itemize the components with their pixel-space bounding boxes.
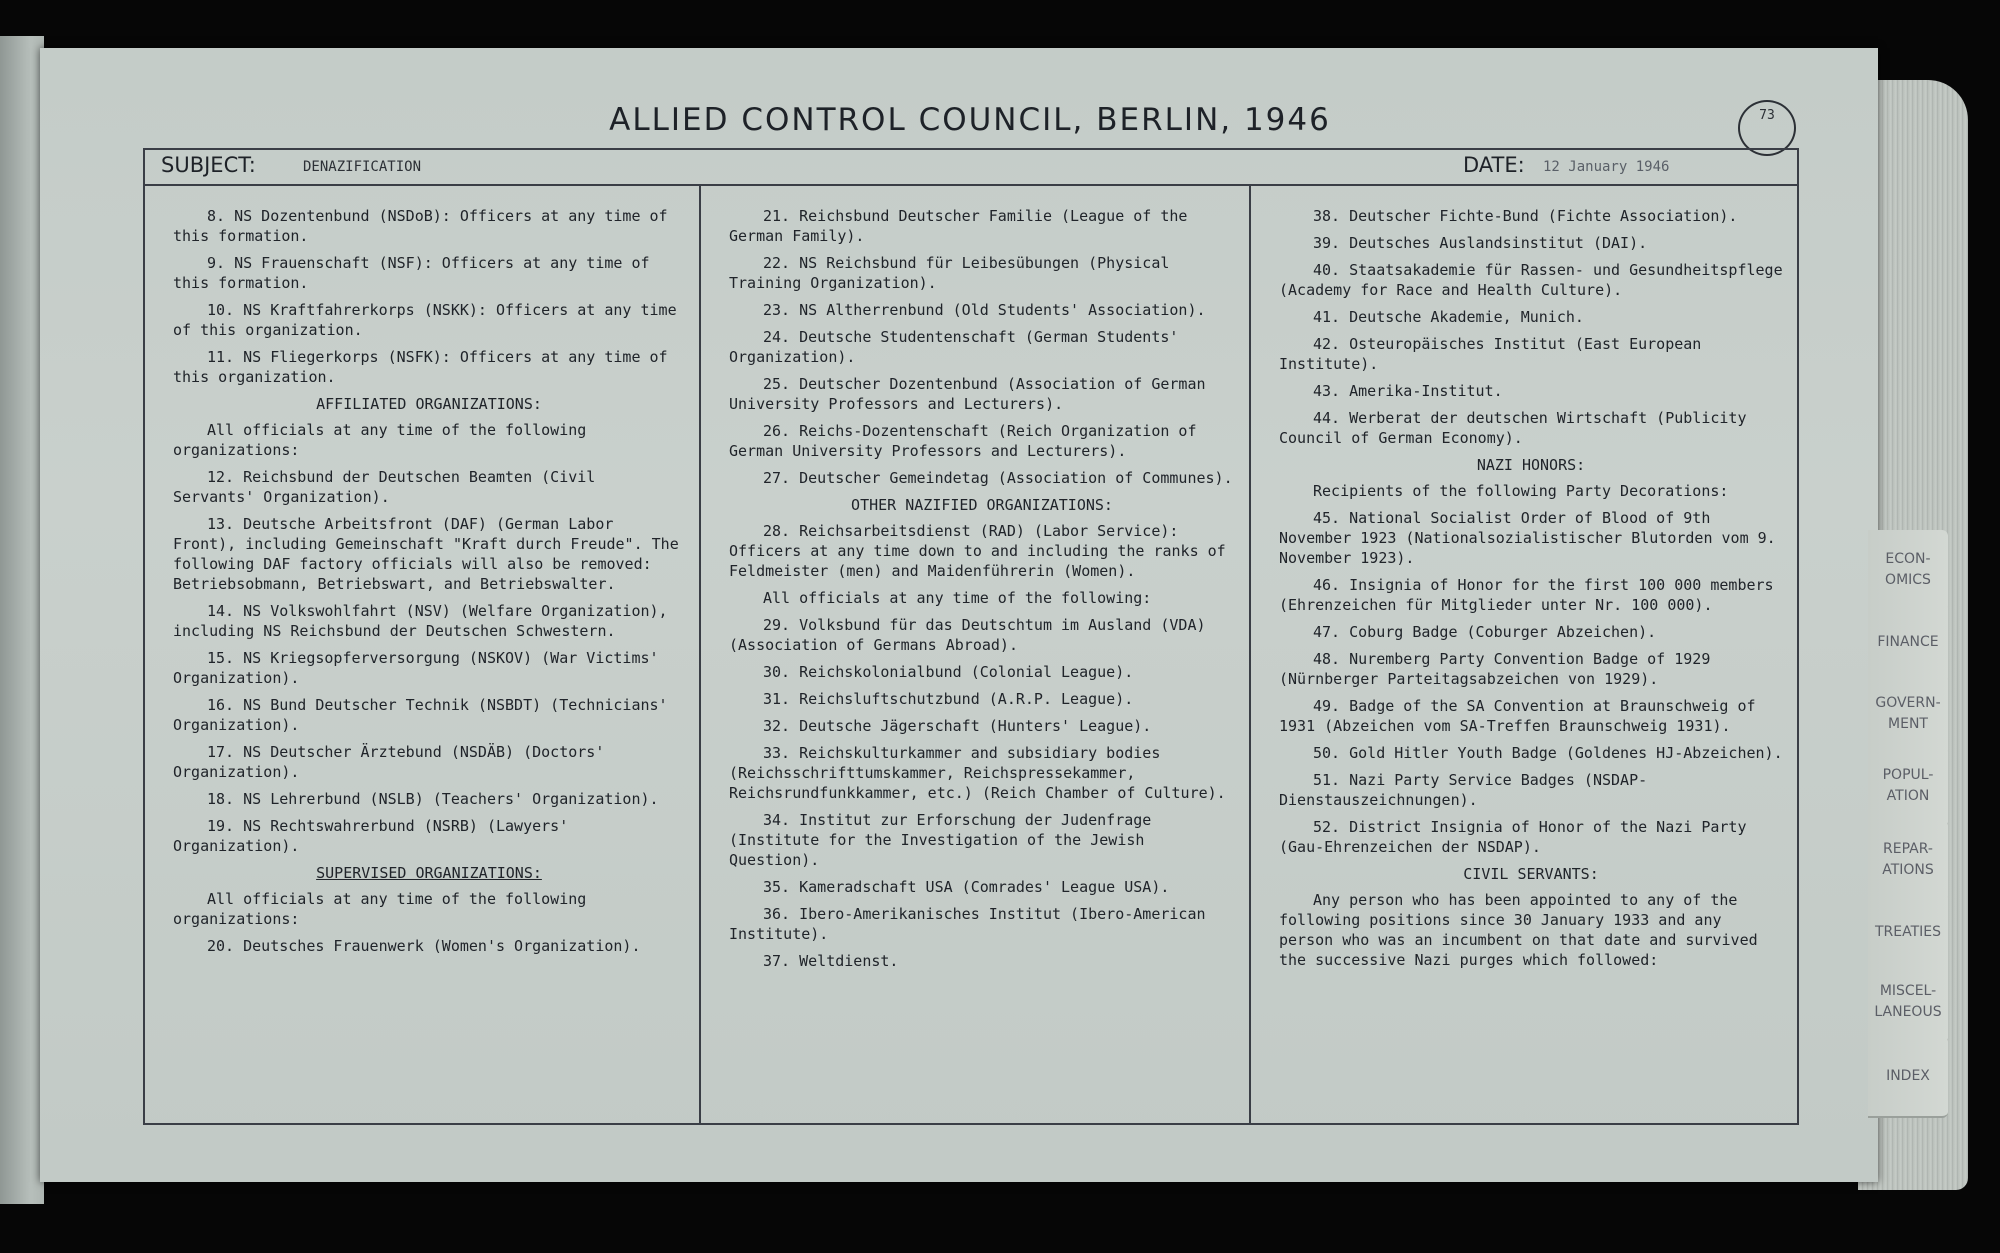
list-item: 19. NS Rechtswahrerbund (NSRB) (Lawyers' Organization).: [173, 817, 569, 855]
list-item: 33. Reichskulturkammer and subsidiary bodies (Reichsschrifttumskammer, Reichspressekammer, Reichsrundfunkkammer, etc.) (Reich Chamber of Culture).: [729, 744, 1226, 802]
text-column-3: [1251, 186, 1797, 1123]
tab-finance[interactable]: FINANCE: [1868, 602, 1948, 684]
text-column-2: [701, 186, 1251, 1123]
list-item: 51. Nazi Party Service Badges (NSDAP-Dienstauszeichnungen).: [1279, 771, 1648, 809]
tab-government[interactable]: GOVERN-MENT: [1868, 674, 1948, 756]
subject-bar: [145, 150, 1797, 186]
tab-reparations[interactable]: REPAR-ATIONS: [1868, 820, 1948, 902]
list-item: 46. Insignia of Honor for the first 100 000 members (Ehrenzeichen für Mitglieder unter Nr. 100 000).: [1279, 576, 1774, 614]
list-item: 17. NS Deutscher Ärztebund (NSDÄB) (Doctors' Organization).: [173, 743, 605, 781]
content-frame: [143, 148, 1799, 1125]
list-item: 26. Reichs-Dozentenschaft (Reich Organization of German University Professors and Lecturers).: [729, 422, 1197, 460]
tab-miscellaneous[interactable]: MISCEL-LANEOUS: [1868, 962, 1948, 1044]
list-item: 29. Volksbund für das Deutschtum im Ausland (VDA) (Association of Germans Abroad).: [729, 616, 1206, 654]
list-item: 39. Deutsches Auslandsinstitut (DAI).: [1313, 234, 1648, 252]
list-item: 28. Reichsarbeitsdienst (RAD) (Labor Service): Officers at any time down to and including the ranks of Feldmeister (men) and Maidenführerin (Women).: [729, 522, 1226, 580]
list-item: 44. Werberat der deutschen Wirtschaft (Publicity Council of German Economy).: [1279, 409, 1747, 447]
text-column-1: [145, 186, 701, 1123]
section-heading: NAZI HONORS:: [1476, 456, 1586, 474]
list-item: 40. Staatsakademie für Rassen- und Gesundheitspflege (Academy for Race and Health Culture).: [1279, 261, 1783, 299]
list-item: 42. Osteuropäisches Institut (East European Institute).: [1279, 335, 1702, 373]
previous-page-edge: [0, 36, 44, 1204]
list-item: 30. Reichskolonialbund (Colonial League).: [763, 663, 1134, 681]
list-item: All officials at any time of the following organizations:: [173, 421, 587, 459]
tab-population[interactable]: POPUL-ATION: [1868, 746, 1948, 828]
subject-value: DENAZIFICATION: [303, 159, 422, 175]
list-item: 18. NS Lehrerbund (NSLB) (Teachers' Organization).: [207, 790, 659, 808]
list-item: Recipients of the following Party Decorations:: [1313, 482, 1729, 500]
date-value: 12 January 1946: [1543, 159, 1670, 175]
list-item: 10. NS Kraftfahrerkorps (NSKK): Officers at any time of this organization.: [173, 301, 677, 339]
tab-economics[interactable]: ECON-OMICS: [1868, 530, 1948, 612]
list-item: 43. Amerika-Institut.: [1313, 382, 1503, 400]
list-item: 11. NS Fliegerkorps (NSFK): Officers at any time of this organization.: [173, 348, 668, 386]
list-item: 34. Institut zur Erforschung der Judenfrage (Institute for the Investigation of the Jewish Question).: [729, 811, 1152, 869]
list-item: 47. Coburg Badge (Coburger Abzeichen).: [1313, 623, 1657, 641]
list-item: 14. NS Volkswohlfahrt (NSV) (Welfare Organization), including NS Reichsbund der Deutschen Schwestern.: [173, 602, 668, 640]
list-item: 37. Weltdienst.: [763, 952, 899, 970]
list-item: 24. Deutsche Studentenschaft (German Students' Organization).: [729, 328, 1179, 366]
page-title: ALLIED CONTROL COUNCIL, BERLIN, 1946: [609, 102, 1331, 138]
tab-index[interactable]: INDEX: [1868, 1036, 1948, 1118]
list-item: 50. Gold Hitler Youth Badge (Goldenes HJ-Abzeichen).: [1313, 744, 1783, 762]
list-item: All officials at any time of the following organizations:: [173, 890, 587, 928]
list-item: 20. Deutsches Frauenwerk (Women's Organization).: [207, 937, 641, 955]
list-item: 21. Reichsbund Deutscher Familie (League of the German Family).: [729, 207, 1188, 245]
list-item: 41. Deutsche Akademie, Munich.: [1313, 308, 1584, 326]
list-item: 48. Nuremberg Party Convention Badge of 1929 (Nürnberger Parteitagsabzeichen von 1929).: [1279, 650, 1711, 688]
list-item: 45. National Socialist Order of Blood of 9th November 1923 (Nationalsozialistischer Blutorden vom 9. November 1923).: [1279, 509, 1776, 567]
list-item: 38. Deutscher Fichte-Bund (Fichte Association).: [1313, 207, 1738, 225]
list-item: 32. Deutsche Jägerschaft (Hunters' League).: [763, 717, 1152, 735]
list-item: 12. Reichsbund der Deutschen Beamten (Civil Servants' Organization).: [173, 468, 596, 506]
list-item: 16. NS Bund Deutscher Technik (NSBDT) (Technicians' Organization).: [173, 696, 668, 734]
section-heading: CIVIL SERVANTS:: [1463, 865, 1599, 883]
subject-label: SUBJECT:: [161, 153, 256, 177]
list-item: 8. NS Dozentenbund (NSDoB): Officers at any time of this formation.: [173, 207, 668, 245]
list-item: 23. NS Altherrenbund (Old Students' Association).: [763, 301, 1206, 319]
list-item: Any person who has been appointed to any of the following positions since 30 January 1933 and any person who was an incumbent on that date and survived the successive Nazi purges which followed:: [1279, 891, 1758, 969]
list-item: 35. Kameradschaft USA (Comrades' League USA).: [763, 878, 1170, 896]
list-item: 25. Deutscher Dozentenbund (Association of German University Professors and Lecturers).: [729, 375, 1206, 413]
list-item: 9. NS Frauenschaft (NSF): Officers at any time of this formation.: [173, 254, 650, 292]
list-item: 22. NS Reichsbund für Leibesübungen (Physical Training Organization).: [729, 254, 1170, 292]
list-item: 27. Deutscher Gemeindetag (Association of Communes).: [763, 469, 1233, 487]
tab-treaties[interactable]: TREATIES: [1868, 892, 1948, 974]
list-item: 36. Ibero-Amerikanisches Institut (Ibero-American Institute).: [729, 905, 1206, 943]
section-heading: SUPERVISED ORGANIZATIONS:: [316, 864, 542, 882]
page-number-circle: 73: [1738, 100, 1796, 156]
list-item: 15. NS Kriegsopferversorgung (NSKOV) (War Victims' Organization).: [173, 649, 659, 687]
list-item: 13. Deutsche Arbeitsfront (DAF) (German Labor Front), including Gemeinschaft "Kraft durch Freude". The following DAF factory officials will also be removed: Betriebsobmann, Betriebswart, and Betriebswalter.: [173, 515, 679, 593]
list-item: 31. Reichsluftschutzbund (A.R.P. League).: [763, 690, 1134, 708]
list-item: 52. District Insignia of Honor of the Nazi Party (Gau-Ehrenzeichen der NSDAP).: [1279, 818, 1747, 856]
date-label: DATE:: [1463, 153, 1525, 177]
list-item: All officials at any time of the following:: [763, 589, 1152, 607]
section-heading: AFFILIATED ORGANIZATIONS:: [316, 395, 542, 413]
list-item: 49. Badge of the SA Convention at Braunschweig of 1931 (Abzeichen vom SA-Treffen Braunschweig 1931).: [1279, 697, 1756, 735]
section-heading: OTHER NAZIFIED ORGANIZATIONS:: [851, 496, 1113, 514]
